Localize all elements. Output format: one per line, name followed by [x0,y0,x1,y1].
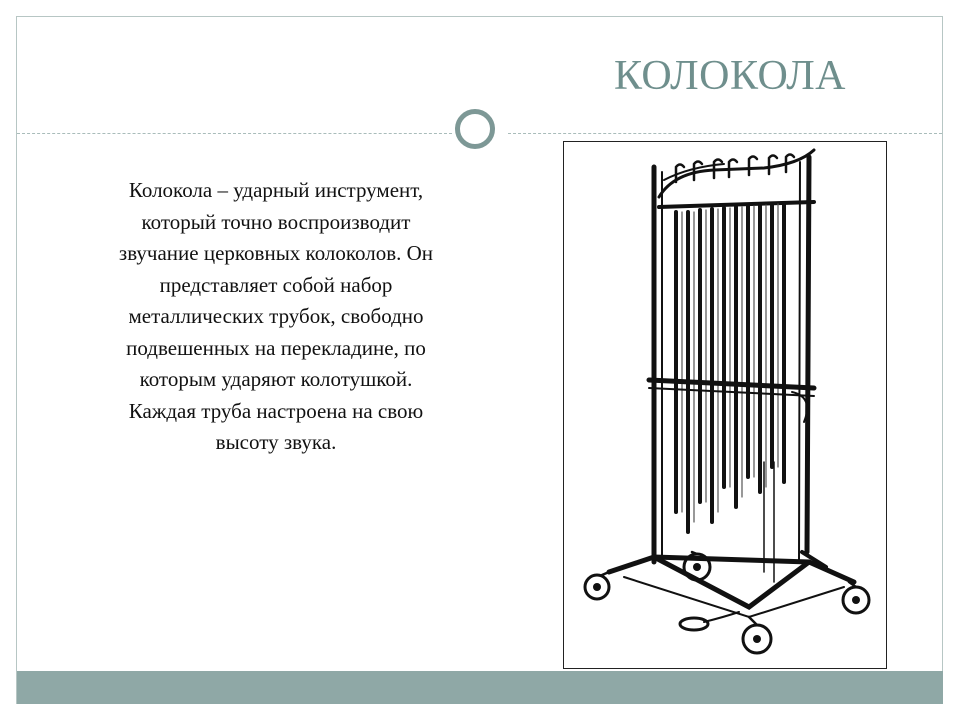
body-line: подвешенных на перекладине, по [126,335,426,360]
tubular-bells-icon [564,142,885,667]
slide-title: КОЛОКОЛА [613,53,847,99]
body-line: Колокола – ударный инструмент, [128,178,424,202]
divider-right [508,133,942,134]
tubular-bells-picture [563,141,887,669]
body-line: звучание церковных колоколов. Он [118,241,434,265]
body-line: металлических трубок, свободно [128,304,424,328]
divider-left [17,133,452,134]
footer-accent-bar [17,671,943,704]
body-line: высоту звука. [215,430,337,454]
ring-ornament-icon [455,109,495,149]
body-line: который точно воспроизводит [141,209,411,234]
body-text [66,175,486,459]
body-line: Каждая труба настроена на свою [128,398,424,423]
body-line: которым ударяют колотушкой. [139,367,413,391]
body-line: представляет собой набор [159,272,393,297]
